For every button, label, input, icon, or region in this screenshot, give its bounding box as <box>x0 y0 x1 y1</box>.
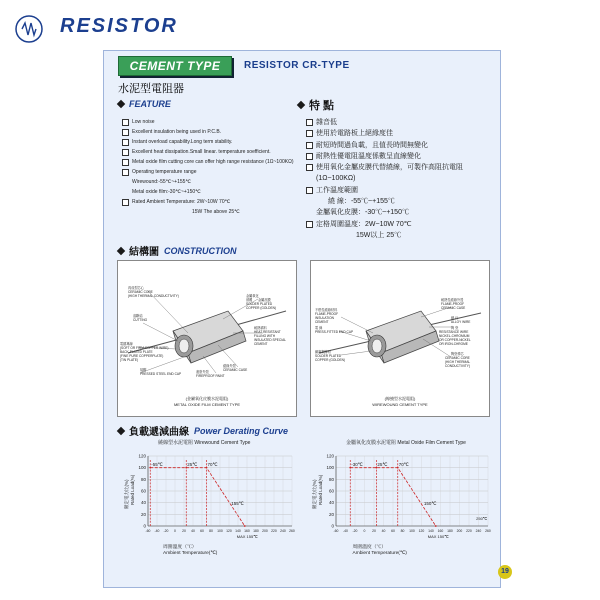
chart-1-x-tick-label: 80 <box>400 529 405 533</box>
brand-title: RESISTOR <box>60 15 178 37</box>
chart-1-y-label-en: Rated Load(%) <box>318 474 323 505</box>
figure-caption-en: WIREWOUND CEMENT TYPE <box>372 402 428 407</box>
chart-1-y-tick-label: 80 <box>328 476 334 482</box>
chart-1-x-tick-label: 220 <box>466 529 472 533</box>
chart-1-x-tick-label: 60 <box>391 529 395 533</box>
chart-1-x-tick-label: 100 <box>409 529 415 533</box>
list-item: (1Ω~100KΩ) <box>316 175 356 183</box>
svg-text:RESISTANCE WIRE: RESISTANCE WIRE <box>439 330 469 334</box>
metal-oxide-derating-chart <box>300 436 496 566</box>
list-item: Metal oxide film cutting core can offer high range resistance (1Ω~100KΩ) <box>122 157 308 167</box>
chart-1-y-tick-label: 120 <box>326 453 334 459</box>
diamond-bullet-icon <box>117 100 125 108</box>
svg-text:金屬氧化: 金屬氧化 <box>246 294 259 298</box>
checkbox-icon <box>306 187 313 194</box>
svg-text:遮塗外殼: 遮塗外殼 <box>196 370 209 374</box>
checkbox-icon <box>306 221 313 228</box>
svg-text:COPPER (GOLDEN): COPPER (GOLDEN) <box>246 306 276 310</box>
svg-text:CERAMIC CORE: CERAMIC CORE <box>445 356 470 360</box>
chart-0-x-tick-label: 60 <box>200 529 204 533</box>
chart-1-y-label: 額定電力比(%) <box>312 479 317 509</box>
chart-0-x-tick-label: 100 <box>217 529 223 533</box>
chart-0-x-tick-label: 200 <box>262 529 268 533</box>
wirewound-derating-chart <box>112 436 300 566</box>
feature-list <box>122 117 308 217</box>
chart-1-x-tick-label: 200 <box>456 529 463 533</box>
chart-0-y-tick-label: 120 <box>138 453 146 459</box>
list-item: Metal oxide film:-30℃~+150℃ <box>132 189 201 195</box>
chart-1-annotation: MAX 150℃ <box>427 534 449 539</box>
page-number: 19 <box>498 565 512 579</box>
chart-1-y-tick-label: 20 <box>328 511 334 517</box>
svg-text:(FINE PURE COPPERPLATE): (FINE PURE COPPERPLATE) <box>120 354 164 358</box>
svg-text:INSULATION: INSULATION <box>315 316 334 320</box>
chart-0-derating-line <box>150 468 245 526</box>
checkbox-icon <box>306 119 313 126</box>
svg-text:SOLDER PLATED: SOLDER PLATED <box>315 354 342 358</box>
svg-text:CERAMIC CASE: CERAMIC CASE <box>223 368 248 372</box>
list-item: Instant overload capability.Long term stability. <box>122 137 308 147</box>
chart-1-annotation: 250℃ <box>476 516 488 522</box>
chart-0-x-tick-label: 120 <box>226 529 232 533</box>
chart-0-y-tick-label: 100 <box>138 465 146 471</box>
checkbox-icon <box>306 130 313 137</box>
list-item: 使用氧化金屬皮膜代替繞線，可製作高阻抗電阻 <box>306 162 496 173</box>
chart-1-y-tick-label: 0 <box>331 523 334 529</box>
chart-0-x-tick-label: 20 <box>182 529 186 533</box>
list-item: Rated Ambient Temperature: 2W~10W 70℃ <box>122 197 308 207</box>
chart-0-y-label-en: Rated Load(%) <box>130 474 135 505</box>
svg-text:不燃性絕緣材料: 不燃性絕緣材料 <box>315 308 338 312</box>
chart-1-annotation: 70℃ <box>398 462 409 468</box>
chart-1-x-tick-label: 180 <box>447 529 453 533</box>
diamond-bullet-icon <box>117 426 125 434</box>
wirewound-resistor-diagram <box>311 261 489 391</box>
svg-text:FIREPROOF PAINT: FIREPROOF PAINT <box>196 374 225 378</box>
figure-caption-zh: (金屬氧化皮膜水泥電阻) <box>185 396 229 401</box>
list-item: Operating temperature range <box>122 167 308 177</box>
checkbox-icon <box>306 153 313 160</box>
list-item: Low noise <box>122 117 308 127</box>
checkbox-icon <box>122 169 129 176</box>
svg-text:耐熱性絕緣外殼: 耐熱性絕緣外殼 <box>441 298 464 302</box>
diamond-bullet-icon <box>117 246 125 254</box>
chart-0-x-label: 周圍溫度（℃） <box>163 545 197 550</box>
checkbox-icon <box>122 149 129 156</box>
list-item: 耐短時間過負載，且值長時間無變化 <box>306 140 496 151</box>
chart-0-x-tick-label: 160 <box>244 529 250 533</box>
chart-0-y-tick-label: 60 <box>140 488 146 494</box>
checkbox-icon <box>122 119 129 126</box>
svg-text:OR IRON-CHROME: OR IRON-CHROME <box>439 342 468 346</box>
chart-1-x-tick-label: 40 <box>381 529 386 533</box>
svg-text:FILLING WITH: FILLING WITH <box>254 334 276 338</box>
checkbox-icon <box>306 142 313 149</box>
checkbox-icon <box>122 199 129 206</box>
chart-1-annotation: 150℃ <box>423 501 437 506</box>
svg-text:絕緣外殼: 絕緣外殼 <box>223 364 236 368</box>
svg-text:(SOFT OR FIRM COPPER WIRE): (SOFT OR FIRM COPPER WIRE) <box>120 346 169 350</box>
chart-1-annotation: 25℃ <box>377 462 388 468</box>
svg-text:ALLOY WIRE: ALLOY WIRE <box>451 320 471 324</box>
chart-1-x-tick-label: 240 <box>475 529 482 533</box>
metal-oxide-resistor-diagram <box>118 261 296 391</box>
svg-text:銅複鋼線材: 銅複鋼線材 <box>315 350 331 354</box>
list-item: 繞 線：-55℃~+155℃ <box>328 198 395 206</box>
chart-0-x-label-en: Ambient Temperature(℃) <box>163 551 218 556</box>
chart-0-annotation: 70℃ <box>207 462 218 468</box>
chart-0-x-tick-label: 240 <box>280 529 286 533</box>
chart-0-y-tick-label: 40 <box>140 500 146 506</box>
derating-heading: 負載遞減曲線 Power Derating Curve <box>118 423 288 438</box>
features-zh-heading: 特 點 <box>298 97 334 113</box>
chart-1-x-tick-label: 0 <box>363 529 366 533</box>
chart-0-x-tick-label: 0 <box>174 529 176 533</box>
chart-0-annotation: MAX 155℃ <box>236 534 258 539</box>
chart-0-annotation: -55℃ <box>151 462 163 468</box>
chart-0-x-tick-label: -20 <box>163 529 169 533</box>
svg-text:CEMENT: CEMENT <box>315 320 329 324</box>
chart-1-x-tick-label: -60 <box>333 529 339 533</box>
chart-1-x-label-en: Ambient Temperature(℃) <box>352 551 407 556</box>
chart-0-annotation: 25℃ <box>187 462 198 468</box>
chart-1-title: 金屬氧化皮膜水泥電阻 Metal Oxide Film Cement Type <box>346 440 466 446</box>
chart-0-x-tick-label: 220 <box>271 529 277 533</box>
chart-0-x-tick-label: -40 <box>154 529 160 533</box>
list-item: Excellent insulation being used in P.C.B. <box>122 127 308 137</box>
construction-heading: 結構圖 CONSTRUCTION <box>118 243 237 258</box>
svg-text:NICKEL-CHROMIUM: NICKEL-CHROMIUM <box>439 334 470 338</box>
svg-text:FLAME-PROOF: FLAME-PROOF <box>441 302 465 306</box>
figure-caption-en: METAL OXIDE FILM CEMENT TYPE <box>173 402 241 407</box>
chart-1-x-tick-label: 120 <box>418 529 425 533</box>
list-item: Excellent heat dissipation.Small linear. temperature soefficient. <box>122 147 308 157</box>
checkbox-icon <box>122 159 129 166</box>
svg-text:CUTTING: CUTTING <box>133 318 148 322</box>
chart-0-x-tick-label: 40 <box>191 529 195 533</box>
chart-0-x-tick-label: 80 <box>209 529 213 533</box>
chart-1-x-tick-label: 20 <box>372 529 376 533</box>
list-item: Wirewound:-55℃~+155℃ <box>132 179 192 185</box>
chart-1-y-tick-label: 60 <box>328 488 334 494</box>
svg-text:溶斷結: 溶斷結 <box>133 314 143 318</box>
svg-text:OR COPPER-NICKEL: OR COPPER-NICKEL <box>439 338 471 342</box>
chart-1-x-tick-label: -40 <box>343 529 348 533</box>
chart-1-data-point <box>435 525 437 527</box>
svg-text:CONDUCTIVITY): CONDUCTIVITY) <box>445 364 470 368</box>
chart-1-x-label: 周圍溫度（℃） <box>352 545 387 550</box>
svg-text:CERAMIC CASE: CERAMIC CASE <box>441 306 466 310</box>
svg-text:INSULATED SPECIAL: INSULATED SPECIAL <box>254 338 287 342</box>
diamond-bullet-icon <box>297 101 305 109</box>
svg-text:BACK-PLATED PLATE: BACK-PLATED PLATE <box>120 350 153 354</box>
svg-text:PRESSED STEEL END CAP: PRESSED STEEL END CAP <box>140 372 182 376</box>
chart-0-y-tick-label: 20 <box>140 511 146 517</box>
checkbox-icon <box>122 129 129 136</box>
chart-0-x-tick-label: 180 <box>253 529 259 533</box>
checkbox-icon <box>122 139 129 146</box>
chart-1-y-tick-label: 40 <box>328 500 334 506</box>
chart-1-annotation: -30℃ <box>351 462 363 468</box>
list-item: 工作溫度範圍 <box>306 185 496 196</box>
svg-text:電鍍導線: 電鍍導線 <box>120 342 133 346</box>
svg-text:陶 瓷: 陶 瓷 <box>451 326 459 330</box>
svg-text:CEMENT: CEMENT <box>254 342 268 346</box>
series-title: RESISTOR CR-TYPE <box>244 60 350 71</box>
svg-text:接帽: 接帽 <box>140 368 147 372</box>
checkbox-icon <box>306 164 313 171</box>
chart-1-x-tick-label: 260 <box>485 529 491 533</box>
list-item: 定格周圍溫度：2W~10W 70℃ <box>306 219 496 230</box>
resistor-logo-icon <box>14 14 44 44</box>
chart-0-y-label: 額定電力比(%) <box>124 479 129 509</box>
subtitle-zh: 水泥型電阻器 <box>118 83 184 95</box>
chart-1-x-tick-label: 140 <box>428 529 434 533</box>
svg-text:電 線: 電 線 <box>315 326 323 330</box>
chart-1-y-tick-label: 100 <box>326 465 334 471</box>
list-item: 使用於電路板上絕緣度佳 <box>306 128 496 139</box>
chart-0-title: 繞線型水泥電阻 Wirewound Cement Type <box>158 440 251 446</box>
svg-text:繞 行: 繞 行 <box>451 316 459 320</box>
svg-text:CERAMIC CORE: CERAMIC CORE <box>128 290 153 294</box>
metal-oxide-construction-figure <box>117 260 297 417</box>
chart-0-x-tick-label: 140 <box>235 529 241 533</box>
svg-text:(TIN PLATE): (TIN PLATE) <box>120 358 139 362</box>
list-item: 雜音低 <box>306 117 496 128</box>
feature-heading: FEATURE <box>118 99 171 109</box>
svg-text:COPPER (GOLDEN): COPPER (GOLDEN) <box>315 358 345 362</box>
chart-0-x-tick-label: -60 <box>145 529 151 533</box>
list-item: 耐熱性優電阻溫度係數呈直線變化 <box>306 151 496 162</box>
svg-text:PRESS-FITTED END CAP: PRESS-FITTED END CAP <box>315 330 354 334</box>
svg-text:SOLDER PLATED: SOLDER PLATED <box>246 302 273 306</box>
chart-0-y-tick-label: 0 <box>143 523 146 529</box>
label-ceramic-core: 再成型芯心 <box>128 286 144 290</box>
svg-text:陶瓷棒芯: 陶瓷棒芯 <box>451 352 464 356</box>
chart-1-x-tick-label: 160 <box>437 529 444 533</box>
svg-text:FLAME-PROOF: FLAME-PROOF <box>315 312 339 316</box>
chart-0-x-tick-label: 260 <box>289 529 295 533</box>
chart-0-y-tick-label: 80 <box>140 476 146 482</box>
svg-text:HEAT RESISTANT: HEAT RESISTANT <box>254 330 281 334</box>
chart-0-data-point <box>244 525 246 527</box>
svg-text:(HIGH THERMAL: (HIGH THERMAL <box>445 360 471 364</box>
cement-type-badge: CEMENT TYPE <box>118 56 232 76</box>
features-zh-list <box>306 117 496 241</box>
svg-text:耐熱填料: 耐熱填料 <box>254 326 267 330</box>
list-item: 金屬氧化皮膜：-30℃~+150℃ <box>316 209 409 217</box>
svg-text:金屬皮膜: 金屬皮膜 <box>258 298 271 302</box>
figure-caption-zh: (線繞型水泥電阻) <box>384 396 416 401</box>
list-item: 15W以上 25℃ <box>356 231 402 239</box>
list-item: 15W The above 25℃ <box>192 209 240 215</box>
wirewound-construction-figure <box>310 260 490 417</box>
chart-1-x-tick-label: -20 <box>352 529 358 533</box>
chart-0-annotation: 155℃ <box>231 501 244 506</box>
svg-text:(HIGH THERMAL CONDUCTIVITY): (HIGH THERMAL CONDUCTIVITY) <box>128 294 179 298</box>
svg-text:被覆: 被覆 <box>246 298 253 302</box>
